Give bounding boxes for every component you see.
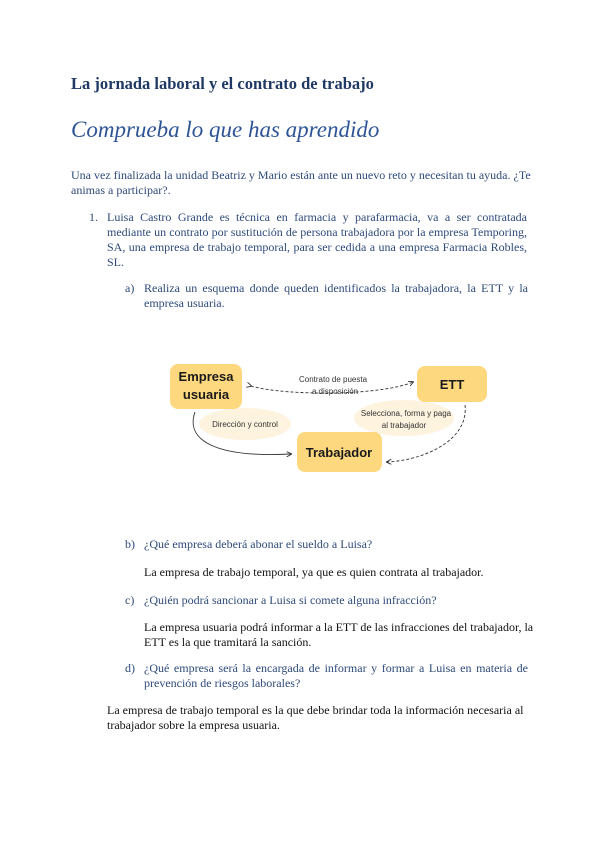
subquestion-c-letter: c) [125,593,135,607]
contrato-label-line1: Contrato de puesta [298,375,368,384]
subquestion-d-letter: d) [125,661,135,675]
question-1-text: Luisa Castro Grande es técnica en farmacia y parafarmacia, va a ser contratada mediante un contrato por sustitución de persona trabajadora por la empresa Temporing, SA, una empresa de trabajo temporal, para ser cedida a una empresa Farmacia Robles, SL. [107,210,527,269]
empresa-label-line2: usuaria [182,387,230,402]
subquestion-a-text: Realiza un esquema donde queden identificados la trabajadora, la ETT y la empresa usuaria. [144,281,528,310]
subquestion-b-text: ¿Qué empresa deberá abonar el sueldo a Luisa? [144,537,373,551]
subquestion-c-answer: La empresa usuaria podrá informar a la ETT de las infracciones del trabajador, la ETT es la que tramitará la sanción. [144,620,534,649]
scheme-diagram [165,360,495,482]
seleccion-label-line1: Selecciona, forma y paga [360,409,452,418]
subquestion-b-answer: La empresa de trabajo temporal, ya que es quien contrata al trabajador. [144,565,484,579]
seleccion-label-line2: al trabajador [381,421,427,430]
intro-paragraph: Una vez finalizada la unidad Beatriz y Mario están ante un nuevo reto y necesitan tu ayuda. ¿Te animas a participar?. [71,168,531,197]
ett-label: ETT [439,377,465,392]
subquestion-d-text: ¿Qué empresa será la encargada de informar y formar a Luisa en materia de prevención de riesgos laborales? [144,661,528,690]
subquestion-d-answer: La empresa de trabajo temporal es la que debe brindar toda la información necesaria al trabajador sobre la empresa usuaria. [107,703,524,732]
subquestion-a-letter: a) [125,281,135,295]
seleccion-bubble [354,400,454,436]
empresa-label-line1: Empresa [178,369,234,384]
subquestion-b-letter: b) [125,537,135,551]
subquestion-c-text: ¿Quién podrá sancionar a Luisa si comete alguna infracción? [144,593,437,607]
question-number: 1. [89,210,98,224]
section-title: Comprueba lo que has aprendido [71,117,380,142]
trabajador-label: Trabajador [305,445,373,460]
document-heading: La jornada laboral y el contrato de trabajo [71,74,374,93]
direccion-label: Dirección y control [212,420,278,429]
contrato-label-line2: a disposición [311,387,359,396]
